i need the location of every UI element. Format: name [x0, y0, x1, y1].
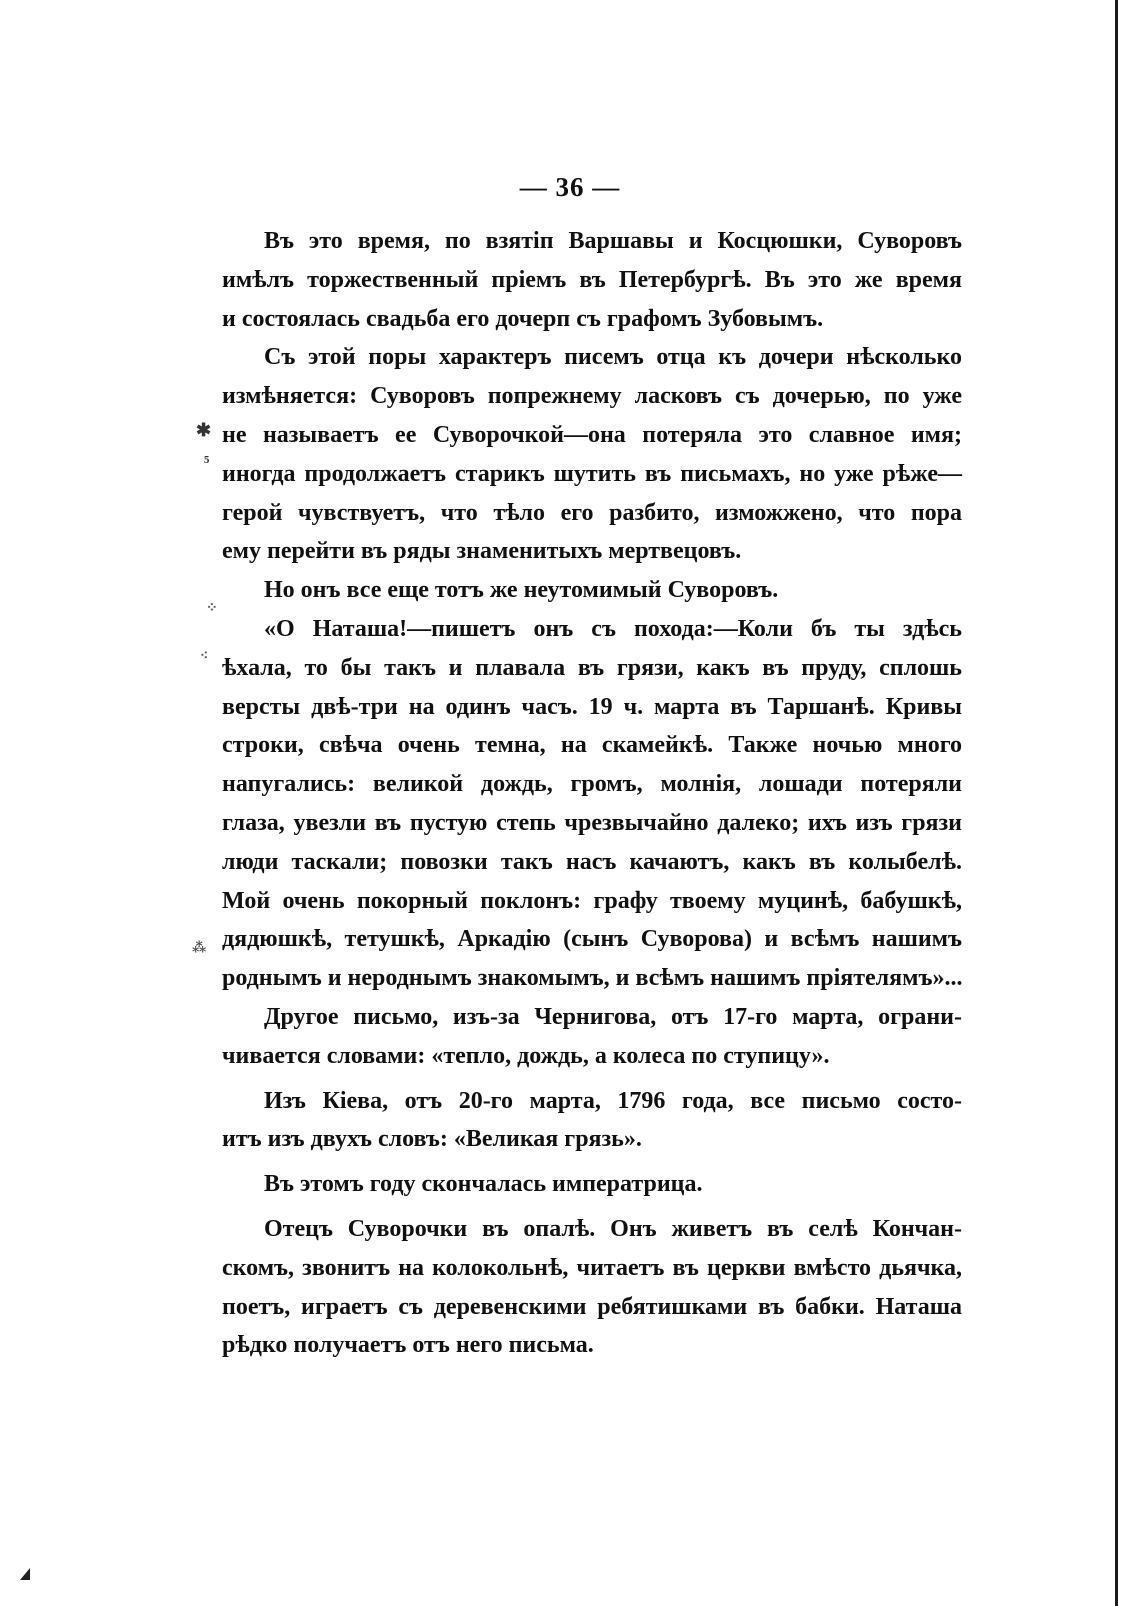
text-line: строки, свѣча очень темна, на скамейкѣ. Также ночью много — [222, 732, 962, 759]
text-line: скомъ, звонитъ на колокольнѣ, читаетъ въ церкви вмѣсто дьячка, — [222, 1254, 962, 1281]
page-edge-line — [1115, 0, 1118, 1606]
margin-ink-mark: ✱ — [196, 420, 212, 440]
text-line: версты двѣ-три на одинъ часъ. 19 ч. марта въ Таршанѣ. Кривы — [222, 693, 962, 720]
text-line: Другое письмо, изъ-за Чернигова, отъ 17-го марта, ограни- — [264, 1003, 962, 1030]
corner-mark-icon — [20, 1568, 30, 1580]
text-line: Мой очень покорный поклонъ: графу твоему муцинѣ, бабушкѣ, — [222, 887, 962, 914]
text-line: «О Наташа!—пишетъ онъ съ похода:—Коли бъ ты здѣсь — [264, 615, 962, 642]
text-line: напугались: великой дождь, громъ, молнія, лошади потеряли — [222, 771, 962, 798]
margin-ink-mark: ⁵ — [204, 452, 210, 472]
text-line: Въ этомъ году скончалась императрица. — [264, 1171, 703, 1198]
margin-ink-mark: ⁖ — [200, 649, 209, 664]
text-line: Съ этой поры характеръ писемъ отца къ дочери нѣсколько — [264, 344, 962, 371]
text-line: не называетъ ее Суворочкой—она потеряла это славное имя; — [222, 421, 962, 448]
text-line: ѣхала, то бы такъ и плавала въ грязи, какъ въ пруду, сплошь — [222, 654, 962, 681]
text-line: роднымъ и нероднымъ знакомымъ, и всѣмъ нашимъ пріятелямъ»... — [222, 965, 963, 992]
text-line: Изъ Кіева, отъ 20-го марта, 1796 года, все письмо состо- — [264, 1087, 962, 1114]
text-line: иногда продолжаетъ старикъ шутить въ письмахъ, но уже рѣже— — [222, 460, 962, 487]
text-line: итъ изъ двухъ словъ: «Великая грязь». — [222, 1126, 642, 1153]
text-line: рѣдко получаетъ отъ него письма. — [222, 1332, 594, 1359]
text-line: люди таскали; повозки такъ насъ качаютъ, какъ въ колыбелѣ. — [222, 848, 962, 875]
margin-ink-mark: ⁂ — [192, 941, 207, 956]
text-line: Отецъ Суворочки въ опалѣ. Онъ живетъ въ селѣ Кончан- — [264, 1215, 962, 1242]
text-line: глаза, увезли въ пустую степь чрезвычайно далеко; ихъ изъ грязи — [222, 809, 962, 836]
text-line: поетъ, играетъ съ деревенскими ребятишками въ бабки. Наташа — [222, 1293, 962, 1320]
page-number: — 36 — — [519, 172, 621, 202]
text-line: имѣлъ торжественный пріемъ въ Петербургѣ. Въ это же время — [222, 266, 962, 293]
text-line: и состоялась свадьба его дочерп съ графомъ Зубовымъ. — [222, 305, 824, 332]
text-line: Въ это время, по взятіп Варшавы и Косцюшки, Суворовъ — [264, 228, 962, 254]
text-line: дядюшкѣ, тетушкѣ, Аркадію (сынъ Суворова) и всѣмъ нашимъ — [222, 926, 962, 953]
text-line: чивается словами: «тепло, дождь, а колеса по ступицу». — [222, 1042, 830, 1069]
text-line: ему перейти въ ряды знаменитыхъ мертвецовъ. — [222, 538, 742, 565]
text-line: измѣняется: Суворовъ попрежнему ласковъ съ дочерью, по уже — [222, 383, 962, 410]
body-text — [222, 222, 962, 1365]
text-line: герой чувствуетъ, что тѣло его разбито, изможжено, что пора — [222, 499, 962, 526]
margin-ink-mark: ⁘ — [206, 601, 218, 616]
text-line: Но онъ все еще тотъ же неутомимый Суворовъ. — [264, 577, 779, 604]
